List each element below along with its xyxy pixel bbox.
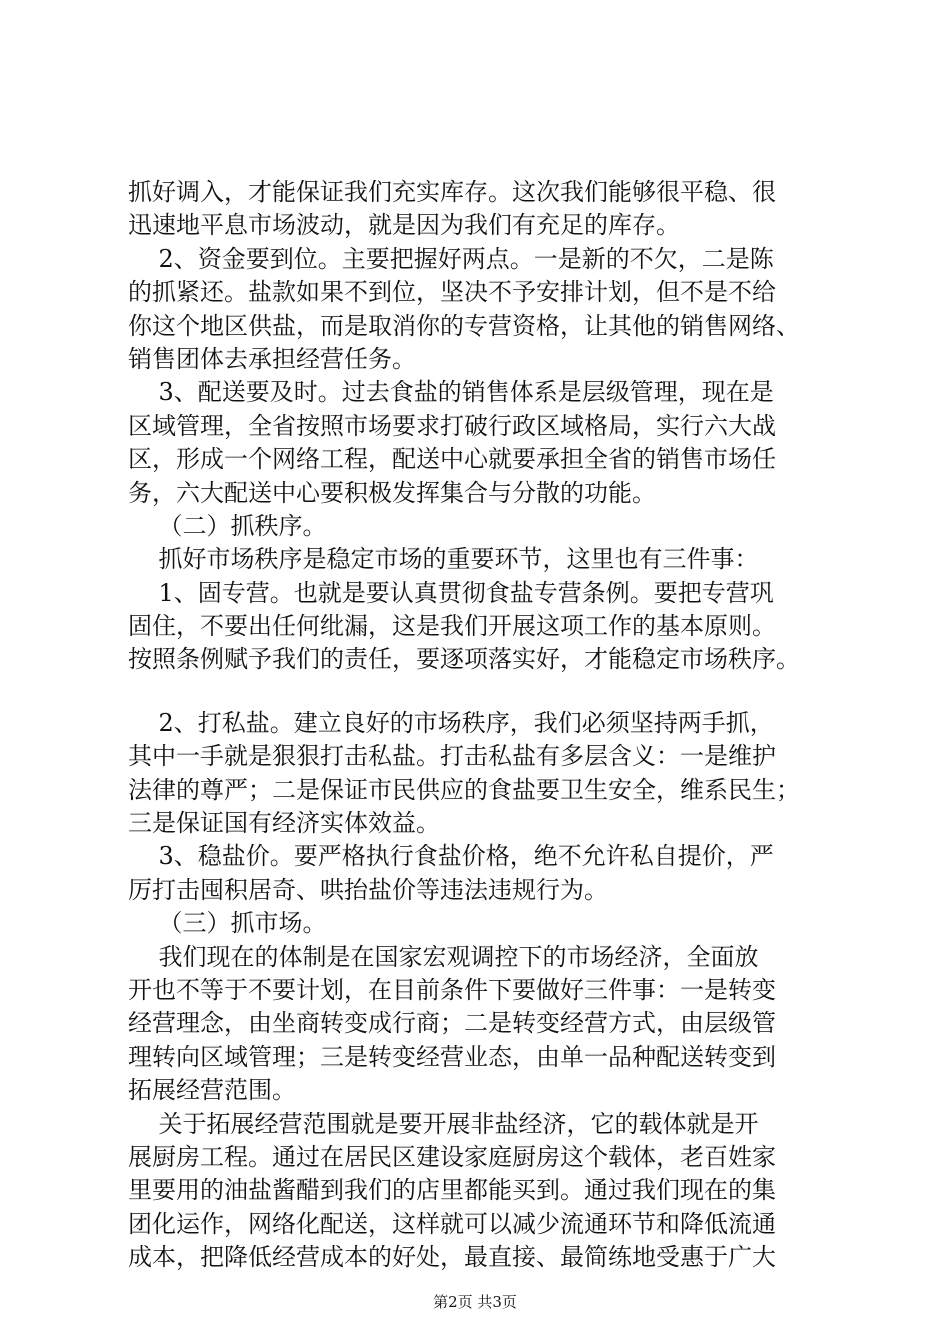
text-line: 团化运作，网络化配送，这样就可以减少流通环节和降低流通 (128, 1209, 776, 1238)
text-line: 2、资金要到位。主要把握好两点。一是新的不欠，二是陈 (128, 244, 774, 273)
text-line: 法律的尊严；二是保证市民供应的食盐要卫生安全，维系民生； (128, 775, 800, 804)
text-line: 其中一手就是狠狠打击私盐。打击私盐有多层含义：一是维护 (128, 742, 776, 771)
text-line: 理转向区域管理；三是转变经营业态，由单一品种配送转变到 (128, 1042, 776, 1071)
text-line: 2、打私盐。建立良好的市场秩序，我们必须坚持两手抓， (128, 708, 774, 737)
text-line: 按照条例赋予我们的责任，要逐项落实好，才能稳定市场秩序。 (128, 645, 800, 674)
text-line: 固住，不要出任何纰漏，这是我们开展这项工作的基本原则。 (128, 612, 776, 641)
page-number-footer: 第2页 共3页 (433, 1293, 517, 1311)
text-line: 区，形成一个网络工程，配送中心就要承担全省的销售市场任 (128, 445, 776, 474)
text-line: 抓好调入，才能保证我们充实库存。这次我们能够很平稳、很 (128, 178, 776, 206)
document-body (128, 176, 848, 1275)
text-line: 厉打击囤积居奇、哄抬盐价等违法违规行为。 (128, 875, 608, 904)
section-heading: （二）抓秩序。 (128, 511, 327, 540)
text-line: 销售团体去承担经营任务。 (128, 344, 416, 373)
text-line: 经营理念，由坐商转变成行商；二是转变经营方式，由层级管 (128, 1009, 776, 1038)
text-line: 1、固专营。也就是要认真贯彻食盐专营条例。要把专营巩 (128, 578, 774, 607)
text-line: 成本，把降低经营成本的好处，最直接、最简练地受惠于广大 (128, 1243, 776, 1272)
text-line: 3、配送要及时。过去食盐的销售体系是层级管理，现在是 (128, 378, 774, 407)
text-line: 迅速地平息市场波动，就是因为我们有充足的库存。 (128, 211, 680, 240)
text-line: 开也不等于不要计划，在目前条件下要做好三件事：一是转变 (128, 975, 776, 1004)
text-line: 三是保证国有经济实体效益。 (128, 809, 440, 838)
section-heading: （三）抓市场。 (128, 909, 327, 938)
text-line: 拓展经营范围。 (128, 1076, 296, 1105)
text-line: 关于拓展经营范围就是要开展非盐经济，它的载体就是开 (128, 1109, 759, 1138)
text-line: 展厨房工程。通过在居民区建设家庭厨房这个载体，老百姓家 (128, 1142, 776, 1171)
text-line: 你这个地区供盐，而是取消你的专营资格，让其他的销售网络、 (128, 311, 800, 340)
text-line: 里要用的油盐酱醋到我们的店里都能买到。通过我们现在的集 (128, 1176, 776, 1205)
text-line: 我们现在的体制是在国家宏观调控下的市场经济，全面放 (128, 942, 759, 971)
text-line: 的抓紧还。盐款如果不到位，坚决不予安排计划，但不是不给 (128, 278, 776, 307)
text-line: 3、稳盐价。要严格执行食盐价格，绝不允许私自提价，严 (128, 842, 774, 871)
text-line: 务，六大配送中心要积极发挥集合与分散的功能。 (128, 478, 656, 507)
text-line: 抓好市场秩序是稳定市场的重要环节，这里也有三件事： (128, 545, 759, 574)
text-line: 区域管理，全省按照市场要求打破行政区域格局，实行六大战 (128, 411, 776, 440)
